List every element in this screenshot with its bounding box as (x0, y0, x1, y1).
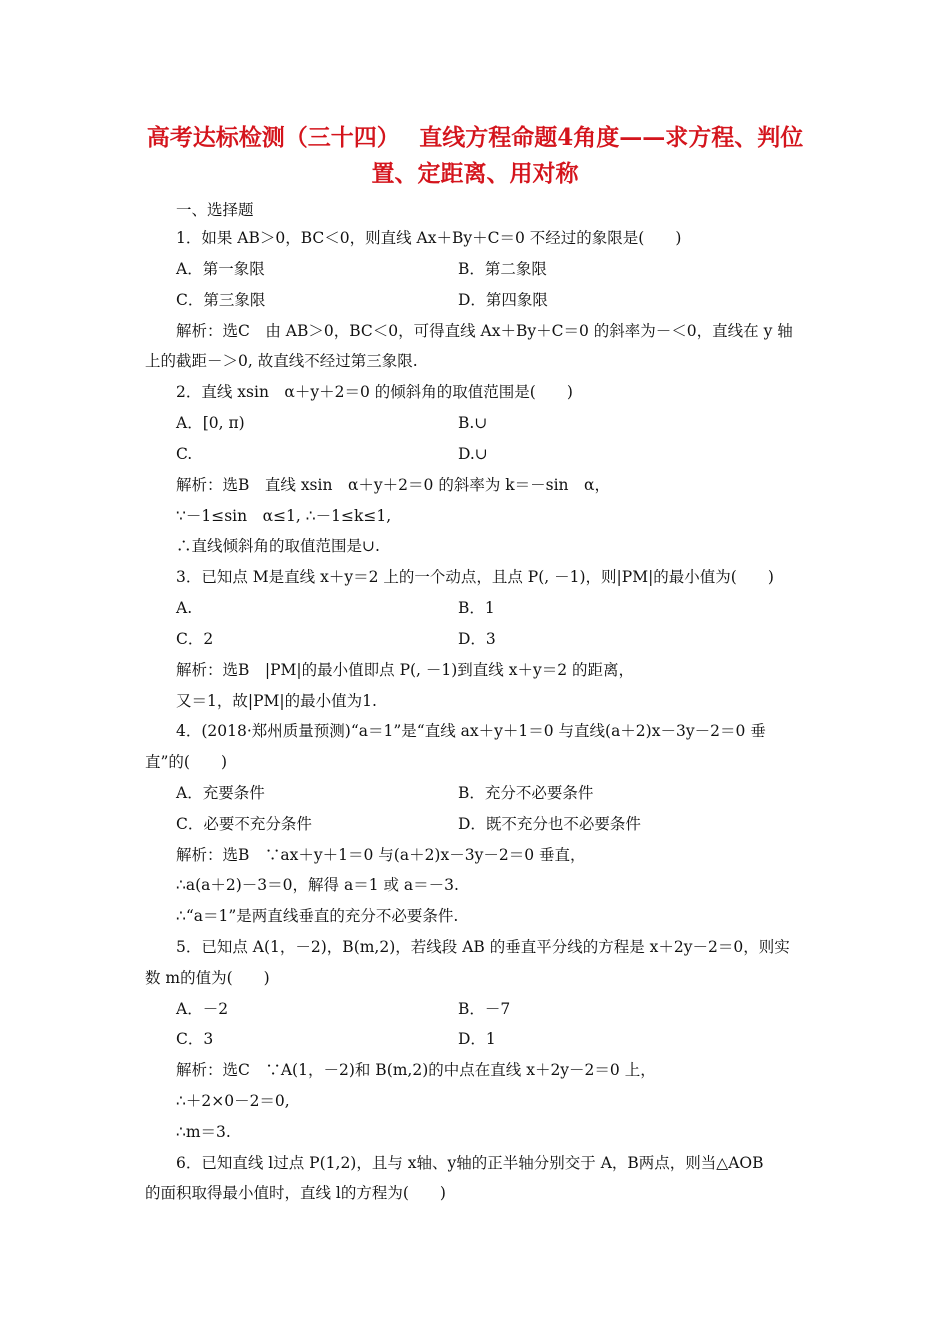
q3-solution-1: 解析：选B |PM|的最小值即点 P(, －1)到直线 x＋y＝2 的距离， (176, 661, 635, 679)
q2-option-b: B.∪ (458, 414, 488, 432)
q5-solution-2: ∴＋2×0－2＝0, (176, 1092, 290, 1110)
q6-stem-1: 6．已知直线 l过点 P(1,2)，且与 x轴、y轴的正半轴分别交于 A，B两点，则当△AOB (176, 1154, 764, 1172)
q3-stem: 3．已知点 M是直线 x＋y＝2 上的一个动点，且点 P(, －1)，则|PM|的最小值为( ) (176, 568, 774, 586)
q1-solution-1: 解析：选C 由 AB＞0，BC＜0，可得直线 Ax＋By＋C＝0 的斜率为－＜0，直线在 y 轴 (176, 322, 793, 340)
q5-stem-1: 5．已知点 A(1，－2)，B(m,2)，若线段 AB 的垂直平分线的方程是 x＋2y－2＝0，则实 (176, 938, 790, 956)
q3-solution-2: 又＝1，故|PM|的最小值为1. (176, 692, 377, 710)
q1-option-c: C．第三象限 (176, 291, 266, 309)
q1-solution-2: 上的截距－＞0, 故直线不经过第三象限. (145, 352, 418, 370)
q1-stem: 1．如果 AB＞0，BC＜0，则直线 Ax＋By＋C＝0 不经过的象限是( ) (176, 229, 682, 247)
q5-solution-1: 解析：选C ∵A(1，－2)和 B(m,2)的中点在直线 x＋2y－2＝0 上， (176, 1061, 656, 1079)
q2-option-c: C. (176, 445, 193, 463)
q4-option-a: A．充要条件 (176, 784, 265, 802)
q4-option-c: C．必要不充分条件 (176, 815, 312, 833)
q5-option-a: A．－2 (176, 1000, 229, 1018)
q4-option-d: D．既不充分也不必要条件 (458, 815, 641, 833)
q4-solution-1: 解析：选B ∵ax＋y＋1＝0 与(a＋2)x－3y－2＝0 垂直， (176, 846, 586, 864)
q4-stem-1: 4．(2018·郑州质量预测)“a＝1”是“直线 ax＋y＋1＝0 与直线(a＋2)x－3y－2＝0 垂 (176, 722, 766, 740)
q3-option-c: C．2 (176, 630, 214, 648)
q5-solution-3: ∴m＝3. (176, 1123, 231, 1141)
q4-solution-2: ∴a(a＋2)－3＝0，解得 a＝1 或 a＝－3. (176, 876, 459, 894)
q1-option-b: B．第二象限 (458, 260, 547, 278)
doc-title-line-2: 置、定距离、用对称 (371, 160, 579, 187)
q2-stem: 2．直线 xsin α＋y＋2＝0 的倾斜角的取值范围是( ) (176, 383, 573, 401)
q2-solution-3: ∴直线倾斜角的取值范围是∪. (176, 537, 380, 555)
q5-option-d: D．1 (458, 1030, 496, 1048)
q2-solution-1: 解析：选B 直线 xsin α＋y＋2＝0 的斜率为 k＝－sin α， (176, 476, 611, 494)
q3-option-d: D．3 (458, 630, 496, 648)
doc-title-line-1: 高考达标检测（三十四） 直线方程命题4角度——求方程、判位 (146, 124, 804, 151)
q2-solution-2: ∵－1≤sin α≤1, ∴－1≤k≤1, (176, 507, 392, 525)
q5-stem-2: 数 m的值为( ) (145, 969, 270, 987)
q2-option-d: D.∪ (458, 445, 488, 463)
q4-solution-3: ∴“a＝1”是两直线垂直的充分不必要条件. (176, 907, 459, 925)
q5-option-c: C．3 (176, 1030, 214, 1048)
q1-option-d: D．第四象限 (458, 291, 548, 309)
q4-option-b: B．充分不必要条件 (458, 784, 594, 802)
section-heading: 一、选择题 (176, 201, 254, 219)
q4-stem-2: 直”的( ) (145, 753, 228, 771)
q3-option-a: A. (176, 599, 193, 617)
q2-option-a: A．[0, π) (176, 414, 245, 432)
q3-option-b: B．1 (458, 599, 495, 617)
q1-option-a: A．第一象限 (176, 260, 265, 278)
q6-stem-2: 的面积取得最小值时，直线 l的方程为( ) (145, 1184, 446, 1202)
q5-option-b: B．－7 (458, 1000, 511, 1018)
